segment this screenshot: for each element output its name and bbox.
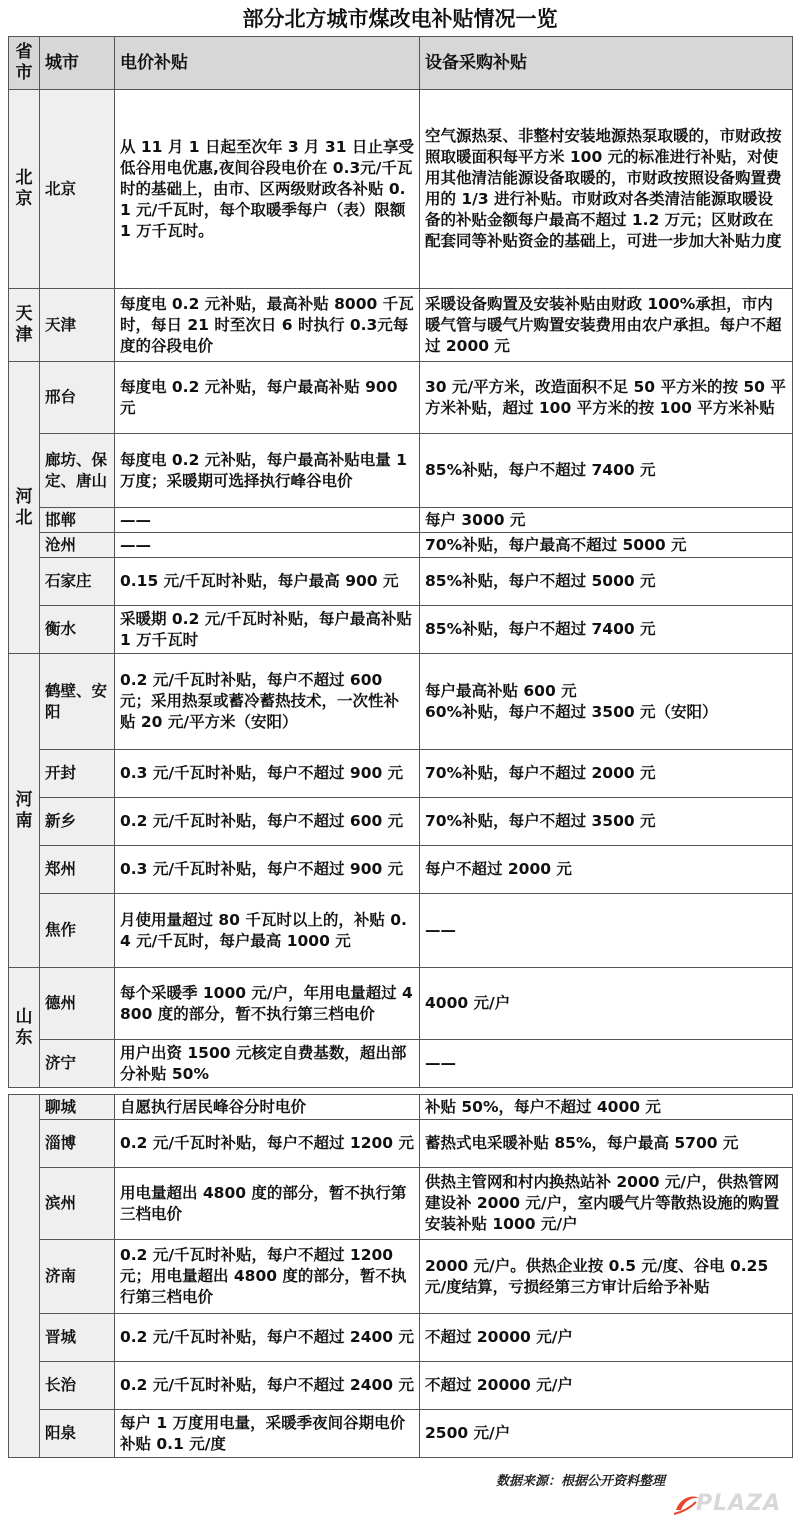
equipment-subsidy-cell: 70%补贴，每户不超过 2000 元 — [420, 750, 793, 798]
city-cell: 石家庄 — [40, 558, 115, 606]
city-cell: 开封 — [40, 750, 115, 798]
city-cell: 晋城 — [40, 1314, 115, 1362]
city-cell: 北京 — [40, 90, 115, 289]
table-row — [9, 750, 793, 798]
table-row — [9, 1240, 793, 1314]
price-subsidy-cell: 0.2 元/千瓦时补贴，每户不超过 600 元 — [115, 798, 420, 846]
equipment-subsidy-cell: 每户不超过 2000 元 — [420, 846, 793, 894]
table-row — [9, 1362, 793, 1410]
table-header-row — [9, 37, 793, 90]
table-row — [9, 1040, 793, 1088]
equipment-subsidy-cell: 补贴 50%，每户不超过 4000 元 — [420, 1095, 793, 1120]
table-row — [9, 798, 793, 846]
table-row — [9, 654, 793, 750]
equipment-subsidy-cell: 85%补贴，每户不超过 7400 元 — [420, 606, 793, 654]
table-row — [9, 434, 793, 508]
equipment-subsidy-cell: 2000 元/户。供热企业按 0.5 元/度、谷电 0.25 元/度结算，亏损经第三方审计后给予补贴 — [420, 1240, 793, 1314]
price-subsidy-cell: 0.2 元/千瓦时补贴，每户不超过 2400 元 — [115, 1314, 420, 1362]
equipment-subsidy-cell: 每户 3000 元 — [420, 508, 793, 533]
equipment-subsidy-cell: 不超过 20000 元/户 — [420, 1362, 793, 1410]
city-cell: 邯郸 — [40, 508, 115, 533]
table-row — [9, 1410, 793, 1458]
equipment-subsidy-cell: 70%补贴，每户最高不超过 5000 元 — [420, 533, 793, 558]
city-cell: 德州 — [40, 968, 115, 1040]
header-price-subsidy: 电价补贴 — [115, 37, 420, 90]
page-title: 部分北方城市煤改电补贴情况一览 — [242, 7, 558, 31]
price-subsidy-cell: 自愿执行居民峰谷分时电价 — [115, 1095, 420, 1120]
table-row — [9, 289, 793, 362]
table-row — [9, 362, 793, 434]
equipment-subsidy-cell: 供热主管网和村内换热站补 2000 元/户，供热管网建设补 2000 元/户，室内暖气片等散热设施的购置安装补贴 1000 元/户 — [420, 1168, 793, 1240]
table-row — [9, 1168, 793, 1240]
table-row — [9, 90, 793, 289]
table-gap — [9, 1088, 793, 1095]
equipment-subsidy-cell: 30 元/平方米，改造面积不足 50 平方米的按 50 平方米补贴，超过 100 平方米的按 100 平方米补贴 — [420, 362, 793, 434]
province-cell: 天津 — [9, 289, 40, 362]
equipment-subsidy-cell: 不超过 20000 元/户 — [420, 1314, 793, 1362]
equipment-subsidy-cell: 空气源热泵、非整村安装地源热泵取暖的，市财政按照取暖面积每平方米 100 元的标准进行补贴，对使用其他清洁能源设备取暖的，市财政按照设备购置费用的 1/3 进行补贴。市财政对各类清洁能源取暖设备的补贴金额每户最高不超过 1.2 万元；区财政在配套同等补贴资金的基础上，可进一步加大补贴力度 — [420, 90, 793, 289]
header-city: 城市 — [40, 37, 115, 90]
price-subsidy-cell: 每户 1 万度用电量，采暖季夜间谷期电价补贴 0.1 元/度 — [115, 1410, 420, 1458]
equipment-subsidy-cell: —— — [420, 1040, 793, 1088]
province-cell: 山东 — [9, 968, 40, 1088]
header-equipment-subsidy: 设备采购补贴 — [420, 37, 793, 90]
price-subsidy-cell: 每度电 0.2 元补贴，每户最高补贴 900 元 — [115, 362, 420, 434]
equipment-subsidy-cell: 采暖设备购置及安装补贴由财政 100%承担，市内暖气管与暖气片购置安装费用由农户承担。每户不超过 2000 元 — [420, 289, 793, 362]
table-row — [9, 508, 793, 533]
equipment-subsidy-cell: 2500 元/户 — [420, 1410, 793, 1458]
equipment-subsidy-cell: 每户最高补贴 600 元 60%补贴，每户不超过 3500 元（安阳） — [420, 654, 793, 750]
price-subsidy-cell: 0.2 元/千瓦时补贴，每户不超过 2400 元 — [115, 1362, 420, 1410]
price-subsidy-cell: 用户出资 1500 元核定自费基数，超出部分补贴 50% — [115, 1040, 420, 1088]
table-row — [9, 1120, 793, 1168]
equipment-subsidy-cell: 蓄热式电采暖补贴 85%，每户最高 5700 元 — [420, 1120, 793, 1168]
city-cell: 沧州 — [40, 533, 115, 558]
price-subsidy-cell: 0.2 元/千瓦时补贴，每户不超过 1200 元 — [115, 1120, 420, 1168]
city-cell: 阳泉 — [40, 1410, 115, 1458]
city-cell: 邢台 — [40, 362, 115, 434]
plaza-logo — [672, 1488, 792, 1520]
city-cell: 鹤壁、安阳 — [40, 654, 115, 750]
province-cell: 北京 — [9, 90, 40, 289]
table-row — [9, 1314, 793, 1362]
table-row — [9, 846, 793, 894]
table-row — [9, 1095, 793, 1120]
province-cell: 河南 — [9, 654, 40, 968]
data-source-note: 数据来源：根据公开资料整理 — [496, 1474, 666, 1489]
city-cell: 长治 — [40, 1362, 115, 1410]
price-subsidy-cell: 每个采暖季 1000 元/户，年用电量超过 4800 度的部分，暂不执行第三档电价 — [115, 968, 420, 1040]
price-subsidy-cell: 0.3 元/千瓦时补贴，每户不超过 900 元 — [115, 750, 420, 798]
price-subsidy-cell: 用电量超出 4800 度的部分，暂不执行第三档电价 — [115, 1168, 420, 1240]
equipment-subsidy-cell: 70%补贴，每户不超过 3500 元 — [420, 798, 793, 846]
city-cell: 衡水 — [40, 606, 115, 654]
price-subsidy-cell: 0.15 元/千瓦时补贴，每户最高 900 元 — [115, 558, 420, 606]
city-cell: 济南 — [40, 1240, 115, 1314]
province-cell-empty — [9, 1095, 40, 1458]
equipment-subsidy-cell: 4000 元/户 — [420, 968, 793, 1040]
price-subsidy-cell: 从 11 月 1 日起至次年 3 月 31 日止享受低谷用电优惠,夜间谷段电价在 0.3元/千瓦时的基础上，由市、区两级财政各补贴 0.1 元/千瓦时，每个取暖季每户（表）限额 1 万千瓦时。 — [115, 90, 420, 289]
price-subsidy-cell: 每度电 0.2 元补贴，每户最高补贴电量 1 万度；采暖期可选择执行峰谷电价 — [115, 434, 420, 508]
price-subsidy-cell: —— — [115, 508, 420, 533]
price-subsidy-cell: 月使用量超过 80 千瓦时以上的，补贴 0.4 元/千瓦时，每户最高 1000 元 — [115, 894, 420, 968]
price-subsidy-cell: 0.2 元/千瓦时补贴，每户不超过 600 元；采用热泵或蓄冷蓄热技术，一次性补贴 20 元/平方米（安阳） — [115, 654, 420, 750]
table-row — [9, 894, 793, 968]
price-subsidy-cell: —— — [115, 533, 420, 558]
table-row — [9, 968, 793, 1040]
header-province: 省市 — [9, 37, 40, 90]
city-cell: 焦作 — [40, 894, 115, 968]
city-cell: 新乡 — [40, 798, 115, 846]
table-row — [9, 606, 793, 654]
city-cell: 滨州 — [40, 1168, 115, 1240]
city-cell: 廊坊、保定、唐山 — [40, 434, 115, 508]
city-cell: 聊城 — [40, 1095, 115, 1120]
city-cell: 天津 — [40, 289, 115, 362]
subsidy-table-container — [8, 36, 792, 1458]
equipment-subsidy-cell: 85%补贴，每户不超过 5000 元 — [420, 558, 793, 606]
city-cell: 济宁 — [40, 1040, 115, 1088]
equipment-subsidy-cell: —— — [420, 894, 793, 968]
table-row — [9, 558, 793, 606]
price-subsidy-cell: 0.2 元/千瓦时补贴，每户不超过 1200 元；用电量超出 4800 度的部分，暂不执行第三档电价 — [115, 1240, 420, 1314]
table-row — [9, 533, 793, 558]
city-cell: 淄博 — [40, 1120, 115, 1168]
price-subsidy-cell: 0.3 元/千瓦时补贴，每户不超过 900 元 — [115, 846, 420, 894]
price-subsidy-cell: 每度电 0.2 元补贴，最高补贴 8000 千瓦时，每日 21 时至次日 6 时执行 0.3元每度的谷段电价 — [115, 289, 420, 362]
city-cell: 郑州 — [40, 846, 115, 894]
logo-text: PLAZA — [696, 1491, 782, 1516]
province-cell: 河北 — [9, 362, 40, 654]
price-subsidy-cell: 采暖期 0.2 元/千瓦时补贴，每户最高补贴 1 万千瓦时 — [115, 606, 420, 654]
equipment-subsidy-cell: 85%补贴，每户不超过 7400 元 — [420, 434, 793, 508]
subsidy-table — [8, 36, 793, 1458]
